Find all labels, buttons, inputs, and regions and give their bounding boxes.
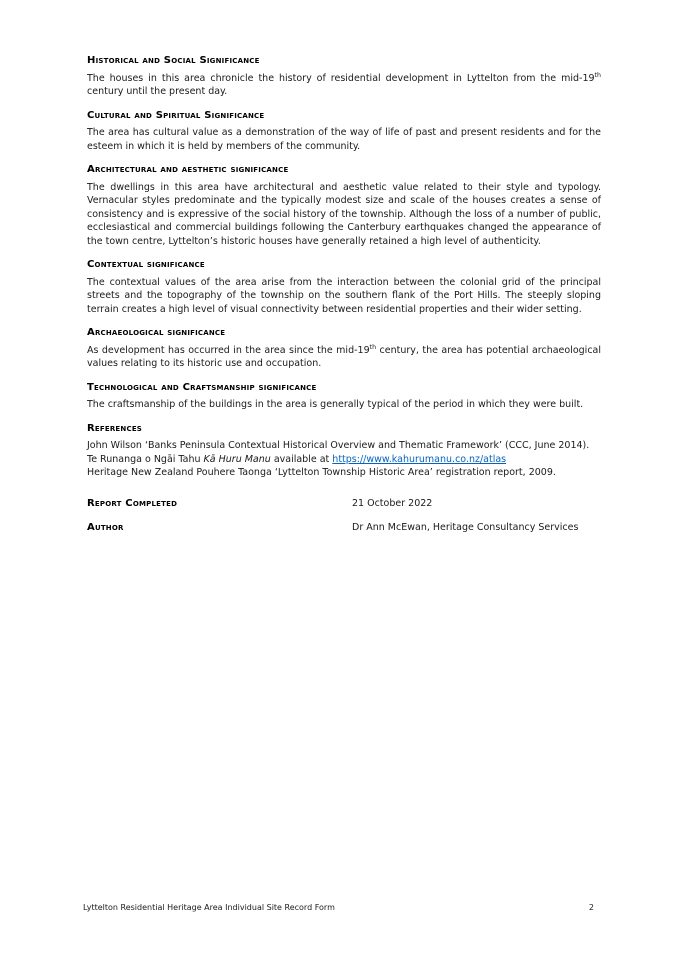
body-text-run: century, the area has potential archaeological values relating to its historic use and occupation.	[87, 344, 601, 369]
body-text-run: century until the present day.	[87, 86, 228, 97]
body-text-run: Te Runanga o Ngāi Tahu	[87, 453, 204, 465]
section-body-archaeological-significance	[87, 344, 601, 371]
section-body-architectural-aesthetic-significance: The dwellings in this area have architectural and aesthetic value related to their style and typology. Vernacular styles predominate and the typically modest size and scale of the houses creates a sense of consistency and is expressive of the social history of the township. Although the loss of a number of public, ecclesiastical and commercial buildings following the Canterbury earthquakes changed the appearance of the town centre, Lyttelton’s historic houses have generally retained a high level of authenticity.	[87, 181, 601, 247]
author-label: Author	[87, 521, 124, 533]
body-text-run: As development has occurred in the area since the mid-19	[87, 344, 370, 356]
reference-item-ka-huru-manu	[87, 453, 601, 467]
meta-row-report-completed	[87, 497, 601, 511]
section-body-technological-craftsmanship-significance: The craftsmanship of the buildings in the area is generally typical of the period in which they were built.	[87, 399, 584, 410]
section-heading-historical-social-significance: Historical and Social Significance	[87, 55, 260, 66]
section-heading-cultural-spiritual-significance: Cultural and Spiritual Significance	[87, 109, 265, 121]
reference-title-italic: Kā Huru Manu	[203, 453, 271, 465]
section-heading-technological-craftsmanship-significance: Technological and Craftsmanship significance	[87, 381, 317, 393]
author-value: Dr Ann McEwan, Heritage Consultancy Services	[352, 521, 579, 533]
references-list	[87, 439, 601, 480]
report-completed-label: Report Completed	[87, 497, 178, 509]
section-body-historical-social-significance	[87, 72, 601, 99]
meta-row-author	[87, 521, 601, 535]
body-text-run: available at	[270, 453, 333, 465]
page-footer	[83, 903, 594, 912]
superscript-th: th	[594, 71, 601, 79]
footer-page-number: 2	[588, 903, 594, 912]
superscript-th: th	[369, 343, 377, 351]
kahurumanu-atlas-link[interactable]: https://www.kahurumanu.co.nz/atlas	[332, 453, 507, 465]
report-completed-value: 21 October 2022	[352, 497, 433, 509]
body-text-run: The houses in this area chronicle the history of residential development in Lyttelton from the mid-19	[87, 72, 595, 84]
section-body-cultural-spiritual-significance: The area has cultural value as a demonstration of the way of life of past and present residents and for the esteem in which it is held by members of the community.	[87, 127, 601, 152]
section-body-contextual-significance: The contextual values of the area arise from the interaction between the colonial grid of the principal streets and the topography of the township on the southern flank of the Port Hills. The steeply sloping terrain creates a high level of visual connectivity between residential properties and their wider setting.	[87, 276, 601, 315]
footer-document-title: Lyttelton Residential Heritage Area Individual Site Record Form	[83, 903, 335, 912]
report-meta-block	[87, 497, 601, 535]
section-heading-references: References	[87, 422, 143, 434]
reference-item-heritage-nz: Heritage New Zealand Pouhere Taonga ‘Lyttelton Township Historic Area’ registration report, 2009.	[87, 467, 556, 478]
document-content	[87, 54, 601, 545]
section-heading-architectural-aesthetic-significance: Architectural and aesthetic significance	[87, 164, 289, 175]
section-heading-archaeological-significance: Archaeological significance	[87, 327, 226, 338]
reference-item-banks-peninsula: John Wilson ‘Banks Peninsula Contextual Historical Overview and Thematic Framework’ (CCC, June 2014).	[87, 440, 590, 451]
section-heading-contextual-significance: Contextual significance	[87, 259, 205, 270]
